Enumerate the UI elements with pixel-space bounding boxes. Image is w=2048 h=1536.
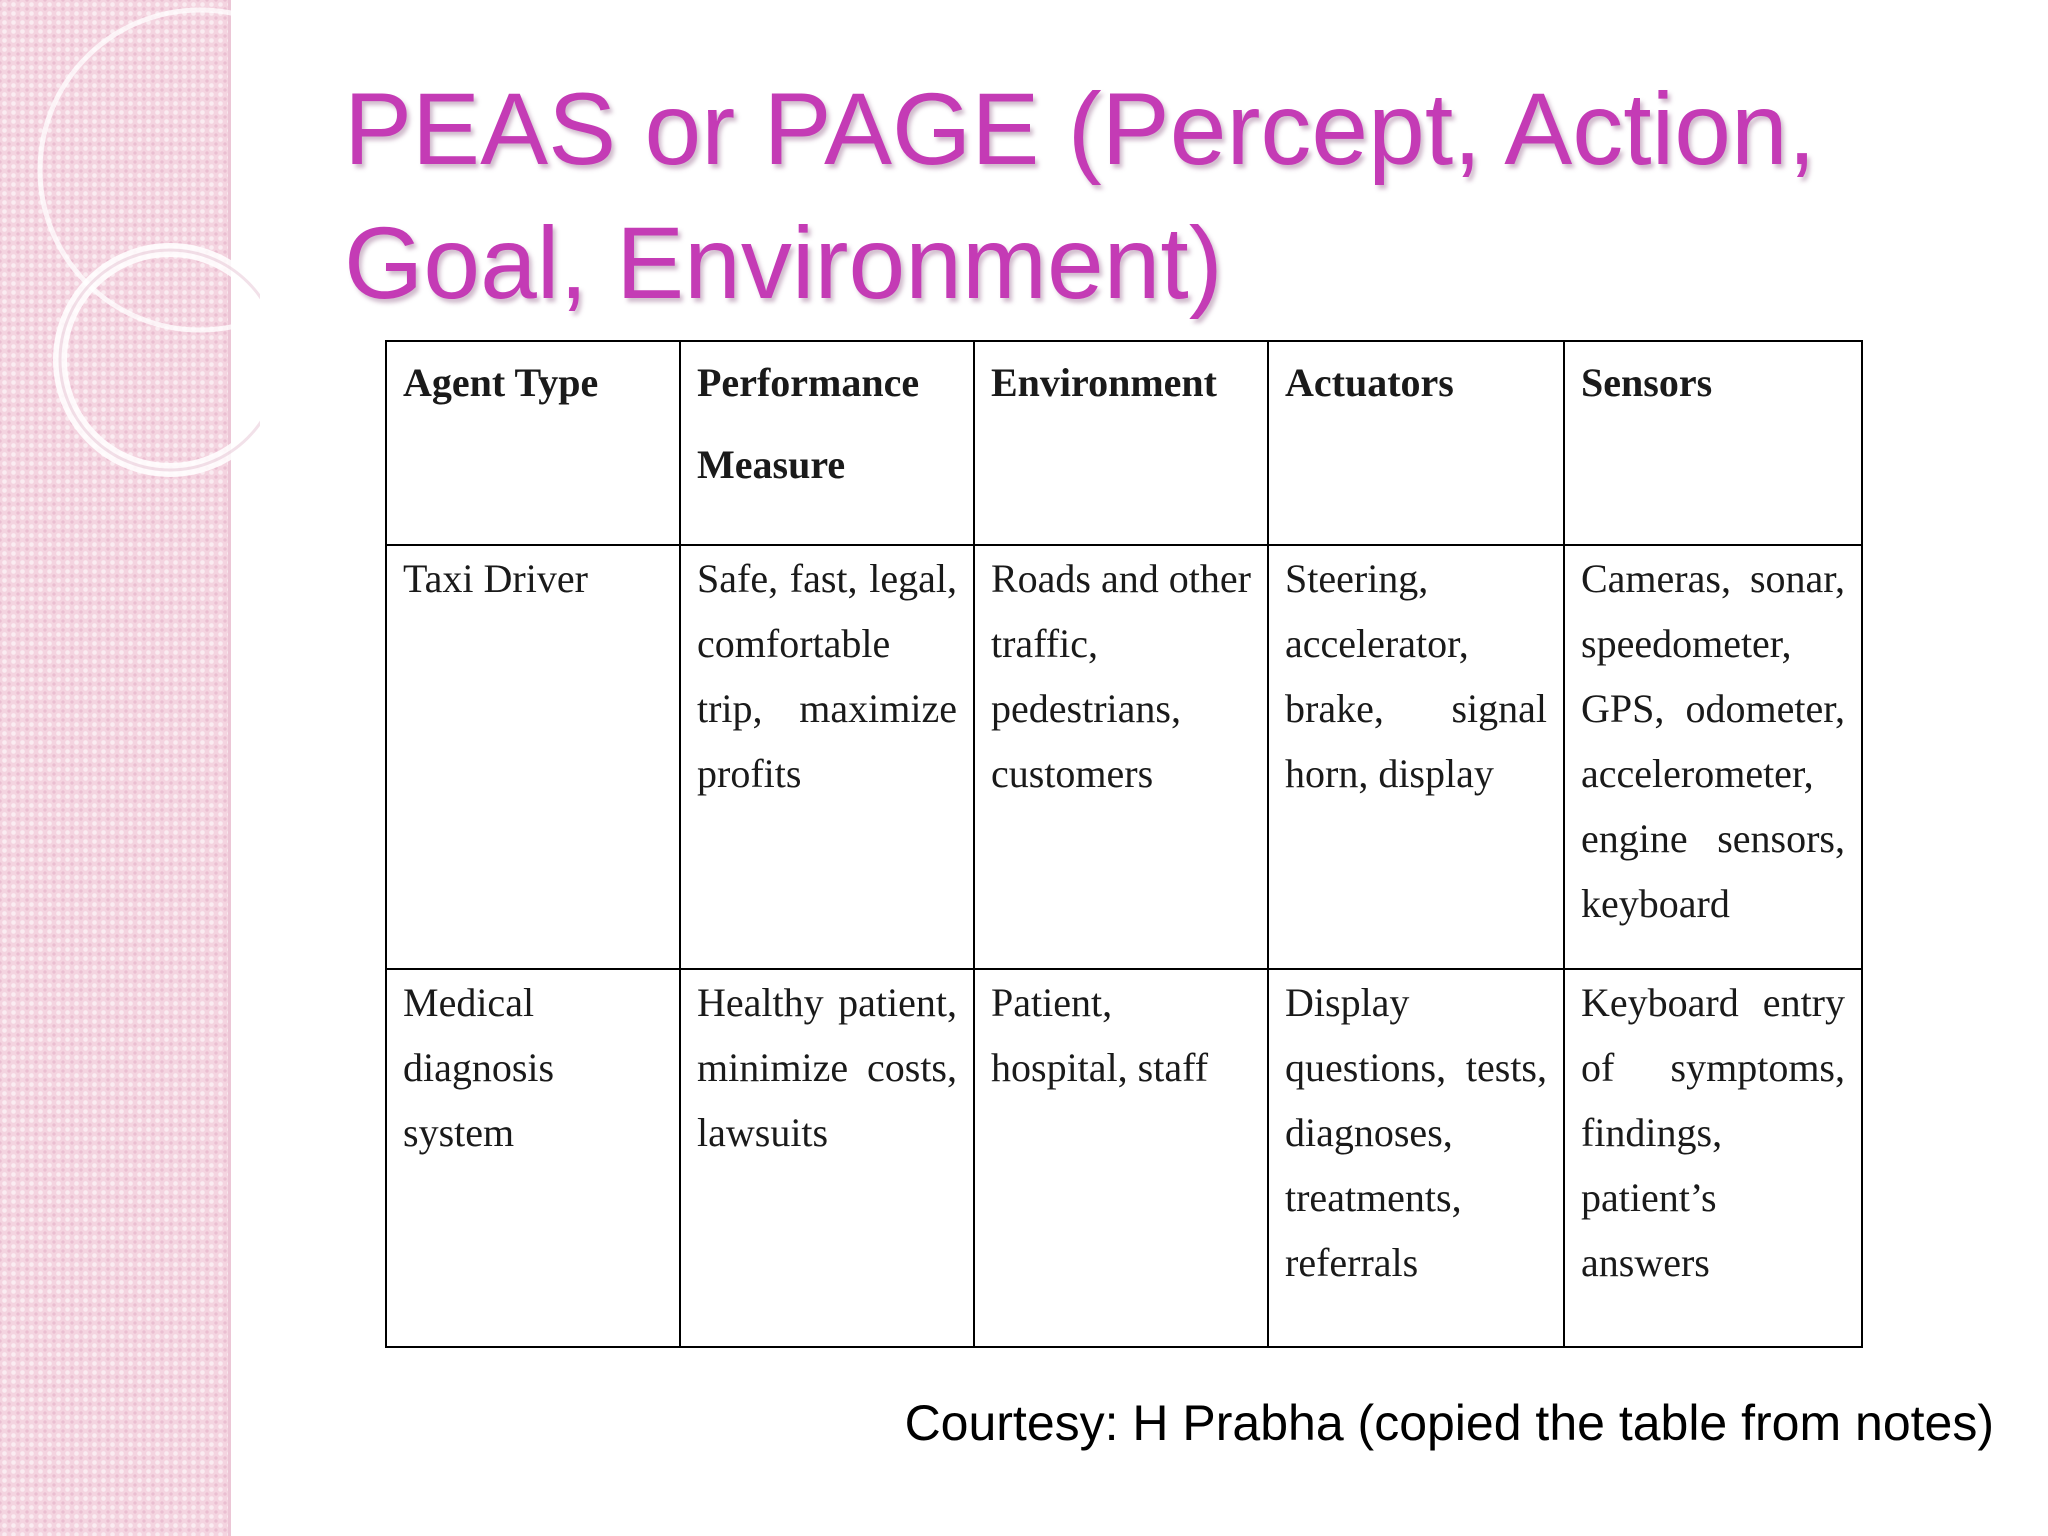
cell-environment (974, 545, 1268, 969)
table-row (386, 545, 1862, 969)
header-environment: Environment (974, 341, 1268, 545)
peas-table (385, 340, 1863, 1348)
table-row (386, 969, 1862, 1347)
header-agent-type: Agent Type (386, 341, 680, 545)
header-actuators: Actuators (1268, 341, 1564, 545)
cell-actuators (1268, 969, 1564, 1347)
courtesy-credit: Courtesy: H Prabha (copied the table from notes) (904, 1395, 1994, 1451)
cell-text: Cameras, sonar, speedometer, GPS, odometer, accelerometer, engine sensors, keyboard (1581, 556, 1845, 926)
cell-actuators (1268, 545, 1564, 969)
cell-sensors (1564, 969, 1862, 1347)
cell-text: Healthy patient, minimize costs, lawsuits (697, 980, 957, 1155)
cell-text: Display questions, tests, diagnoses, treatments, referrals (1285, 980, 1547, 1285)
decorative-ring-large (40, 10, 260, 330)
cell-sensors (1564, 545, 1862, 969)
header-performance-measure: Performance Measure (680, 341, 974, 545)
cell-text: Keyboard entry of symptoms, findings, patient’s answers (1581, 980, 1845, 1285)
cell-environment (974, 969, 1268, 1347)
decorative-ring-small-shadow (60, 250, 260, 470)
cell-text: Steering, accelerator, brake, signal horn, display (1285, 556, 1547, 796)
header-sensors: Sensors (1564, 341, 1862, 545)
cell-agent-type (386, 969, 680, 1347)
decorative-rings (0, 0, 260, 520)
cell-text: Taxi Driver (403, 556, 588, 601)
cell-text: Safe, fast, legal, comfortable trip, maximize profits (697, 556, 957, 796)
cell-performance-measure (680, 545, 974, 969)
cell-agent-type (386, 545, 680, 969)
slide-title: PEAS or PAGE (Percept, Action, Goal, Environment) (344, 72, 1817, 320)
cell-text: Patient, hospital, staff (991, 980, 1209, 1090)
cell-performance-measure (680, 969, 974, 1347)
cell-text: Medical diagnosis system (403, 980, 555, 1155)
table-header-row (386, 341, 1862, 545)
cell-text: Roads and other traffic, pedestrians, customers (991, 556, 1251, 796)
